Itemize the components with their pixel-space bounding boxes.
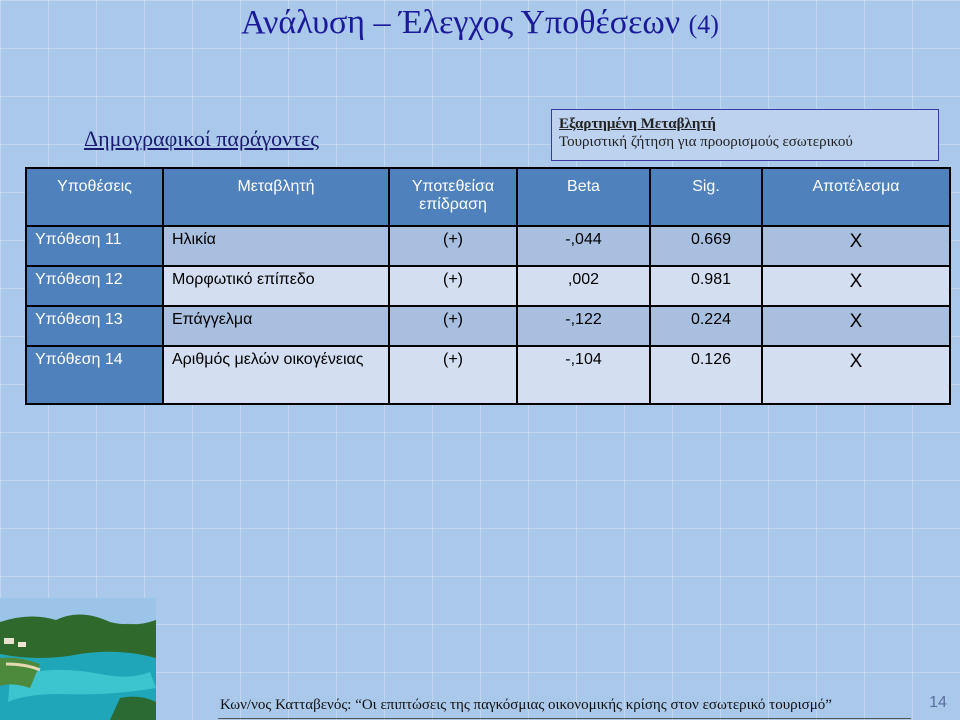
effect-cell: (+)	[389, 306, 517, 346]
footer-divider	[218, 718, 911, 719]
beta-cell: -,044	[517, 226, 650, 266]
header-result: Αποτέλεσμα	[762, 168, 950, 226]
slide-title-text: Ανάλυση – Έλεγχος Υποθέσεων	[241, 4, 681, 41]
result-cell: X	[762, 226, 950, 266]
section-subtitle: Δημογραφικοί παράγοντες	[84, 126, 319, 151]
sig-cell: 0.224	[650, 306, 762, 346]
hypothesis-cell: Υπόθεση 14	[26, 346, 163, 404]
sig-cell: 0.669	[650, 226, 762, 266]
header-beta: Beta	[517, 168, 650, 226]
table-header-row	[26, 168, 950, 226]
dependent-variable-value: Τουριστική ζήτηση για προορισμούς εσωτερικού	[559, 134, 853, 150]
variable-cell: Επάγγελμα	[163, 306, 389, 346]
header-hypotheses: Υποθέσεις	[26, 168, 163, 226]
sig-cell: 0.126	[650, 346, 762, 404]
effect-cell: (+)	[389, 266, 517, 306]
slide-title	[0, 4, 960, 42]
header-sig: Sig.	[650, 168, 762, 226]
footer-citation: Κων/νος Κατταβενός: “Οι επιπτώσεις της παγκόσμιας οικονομικής κρίσης στον εσωτερικό τουρισμό”	[220, 697, 832, 713]
variable-cell: Ηλικία	[163, 226, 389, 266]
header-effect: Υποτεθείσα επίδραση	[389, 168, 517, 226]
variable-cell: Αριθμός μελών οικογένειας	[163, 346, 389, 404]
hypotheses-table	[25, 167, 951, 405]
table-row	[26, 226, 950, 266]
hypothesis-cell: Υπόθεση 13	[26, 306, 163, 346]
beta-cell: -,104	[517, 346, 650, 404]
result-cell: X	[762, 346, 950, 404]
header-variable: Μεταβλητή	[163, 168, 389, 226]
slide-title-number: (4)	[688, 10, 719, 39]
table-row	[26, 306, 950, 346]
hypothesis-cell: Υπόθεση 11	[26, 226, 163, 266]
variable-cell: Μορφωτικό επίπεδο	[163, 266, 389, 306]
result-cell: X	[762, 306, 950, 346]
dependent-variable-label: Εξαρτημένη Μεταβλητή	[559, 116, 716, 132]
coastal-bay-photo	[0, 598, 156, 720]
sig-cell: 0.981	[650, 266, 762, 306]
table-row	[26, 266, 950, 306]
effect-cell: (+)	[389, 226, 517, 266]
page-number: 14	[929, 694, 947, 711]
beta-cell: ,002	[517, 266, 650, 306]
result-cell: X	[762, 266, 950, 306]
dependent-variable-box	[551, 109, 939, 161]
hypothesis-cell: Υπόθεση 12	[26, 266, 163, 306]
beta-cell: -,122	[517, 306, 650, 346]
effect-cell: (+)	[389, 346, 517, 404]
table-row	[26, 346, 950, 404]
